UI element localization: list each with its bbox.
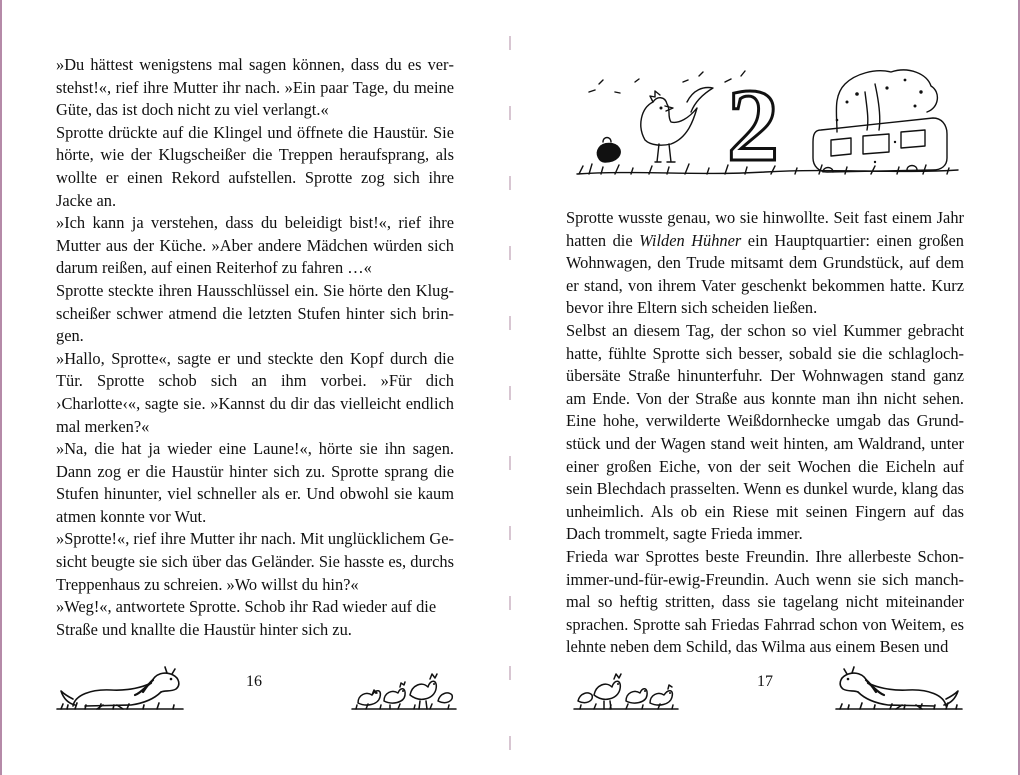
emphasis-wilde-huehner: Wilden Hühner — [639, 230, 742, 250]
right-page-text — [566, 207, 964, 659]
paragraph: »Hallo, Sprotte«, sagte er und steckte den Kopf durch die Tür. Sprotte schob sich an ihm vorbei. »Für dich ›Charlotte‹«, sagte sie. »Kannst du dir das vielleicht endlich mal merken?« — [56, 348, 454, 436]
paragraph-start: Sprotte wusste genau, wo sie hinwollte. Seit fast einem Jahr hatten die — [566, 208, 964, 250]
paragraph: Sprotte drückte auf die Klingel und öffnete die Haustür. Sie hörte, wie der Klugscheißer die Treppen heraufsprang, als wollte er einen Rekord aufstellen. Sprotte zog sich ihre Jacke an. — [56, 122, 454, 210]
right-page — [510, 0, 1020, 775]
paragraph-rest: ein Hauptquartier: einen großen Wohnwagen, den Trude mitsamt dem Grundstück, auf dem er stand, von ihrem Vater geschenkt bekommen hatte. Kurz bevor ihre Eltern sich scheiden ließen. — [566, 230, 965, 318]
paragraph: »Ich kann ja verstehen, dass du beleidigt bist!«, rief ihre Mutter aus der Küche. »Aber andere Mädchen würden sich darum reißen, auf einen Reiterhof zu fahren …« — [56, 213, 454, 278]
paragraph: Frieda war Sprottes beste Freundin. Ihre allerbeste Schonimmer-und-für-ewig-Freundin. Auch wenn sie sich manchmal so heftig stritten, dass sie tagelang nicht miteinander sprachen. Sprotte sah Friedas Fahrrad schon von Weitem, es lehnte neben dem Schild, das Wilma aus einem Besen und — [566, 546, 964, 657]
paragraph: »Du hättest wenigstens mal sagen können, dass du es verstehst!«, rief ihre Mutter ihr nach. »Ein paar Tage, du meine Güte, das ist doch nicht zu viel verlangt.« — [56, 55, 454, 120]
paragraph: Sprotte steckte ihren Hausschlüssel ein. Sie hörte den Klugscheißer schwer atmend die letzten Stufen hinter sich bringen. — [56, 280, 454, 346]
pony-illustration — [55, 665, 185, 713]
chapter-header-illustration — [575, 62, 960, 188]
paragraph: »Weg!«, antwortete Sprotte. Schob ihr Rad wieder auf die Straße und knallte die Haustür hinter sich zu. — [56, 597, 437, 639]
chickens-illustration — [572, 665, 680, 713]
paragraph — [566, 207, 964, 320]
page-number: 17 — [757, 673, 773, 690]
page-number: 16 — [246, 673, 262, 690]
chapter-number: 2 — [727, 68, 779, 183]
left-page-text — [56, 54, 454, 641]
paragraph: »Sprotte!«, rief ihre Mutter ihr nach. Mit unglücklichem Gesicht beugte sie sich über das Geländer. Sie hasste es, durchs Treppenhaus zu schreien. »Wo willst du hin?« — [56, 529, 454, 594]
pony-illustration — [833, 665, 965, 713]
chickens-illustration — [350, 665, 458, 713]
paragraph: Selbst an diesem Tag, der schon so viel Kummer gebracht hatte, fühlte Sprotte sich besser, sobald sie die schlaglochübersäte Straße hinunterfuhr. Der Wohnwagen stand ganz am Ende. Von der Straße aus konnte man ihn nicht sehen. Eine hohe, verwilderte Weißdornhecke umgab das Grundstück und der Wagen stand weit hinten, am Waldrand, unter einer großen Eiche, von der seit Wochen die Eicheln auf sein Blechdach prasselten. Wenn es dunkel wurde, klang das unheimlich. Als ob ein Riese mit seinen Fingern auf das Dach trommelt, sagte Frieda immer. — [566, 320, 964, 544]
paragraph: »Na, die hat ja wieder eine Laune!«, hörte sie ihn sagen. Dann zog er die Haustür hinter sich zu. Sprotte sprang die Stufen hinunter, viel schneller als er. Und obwohl sie kaum atmen konnte vor Wut. — [56, 439, 454, 526]
